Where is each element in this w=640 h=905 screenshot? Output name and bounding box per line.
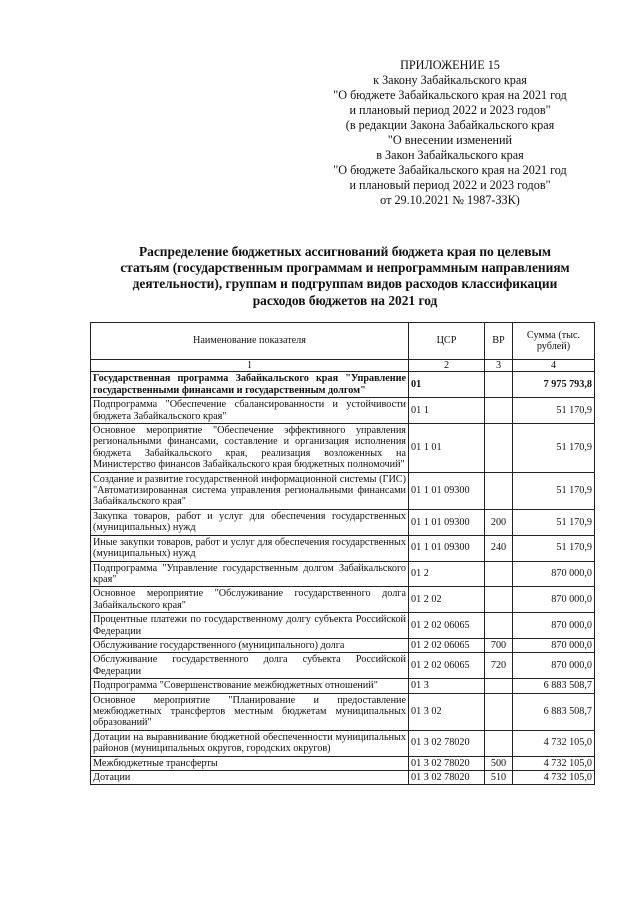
row-csr: 01 1 01 09300 (409, 535, 485, 561)
row-vr: 200 (485, 509, 513, 535)
table-row (91, 756, 595, 770)
row-csr: 01 3 02 (409, 693, 485, 730)
row-name: Государственная программа Забайкальского края "Управление государственными финансами и государственным долгом" (91, 372, 409, 398)
row-vr (485, 372, 513, 398)
row-sum: 51 170,9 (513, 424, 595, 473)
row-name: Обслуживание государственного долга субъекта Российской Федерации (91, 653, 409, 679)
row-csr: 01 1 (409, 398, 485, 424)
table-row (91, 398, 595, 424)
column-number-row (91, 360, 595, 372)
row-name: Основное мероприятие "Обслуживание государственного долга Забайкальского края" (91, 587, 409, 613)
row-vr: 720 (485, 653, 513, 679)
title-line: статьям (государственным программам и непрограммным направлениям (120, 260, 570, 276)
budget-table (90, 322, 595, 785)
row-name: Иные закупки товаров, работ и услуг для обеспечения государственных (муниципальных) нужд (91, 535, 409, 561)
header-line: "О внесении изменений (387, 133, 513, 147)
table-row (91, 372, 595, 398)
title-line: Распределение бюджетных ассигнований бюджета края по целевым (138, 244, 552, 259)
row-csr: 01 2 02 06065 (409, 653, 485, 679)
row-csr: 01 2 02 06065 (409, 638, 485, 652)
row-vr (485, 424, 513, 473)
row-sum: 870 000,0 (513, 613, 595, 639)
table-row (91, 587, 595, 613)
header-line: к Закону Забайкальского края (373, 73, 527, 87)
header-line: ПРИЛОЖЕНИЕ 15 (400, 58, 500, 72)
table-row (91, 535, 595, 561)
row-name: Процентные платежи по государственному долгу субъекта Российской Федерации (91, 613, 409, 639)
row-name: Межбюджетные трансферты (91, 756, 409, 770)
table-row (91, 638, 595, 652)
header-sum: Сумма (тыс. рублей) (513, 323, 595, 360)
row-name: Обслуживание государственного (муниципального) долга (91, 638, 409, 652)
row-csr: 01 3 02 78020 (409, 730, 485, 756)
table-row (91, 771, 595, 785)
row-csr: 01 1 01 (409, 424, 485, 473)
row-name: Подпрограмма "Совершенствование межбюджетных отношений" (91, 679, 409, 693)
header-name: Наименование показателя (91, 323, 409, 360)
row-csr: 01 2 02 (409, 587, 485, 613)
row-csr: 01 3 (409, 679, 485, 693)
row-vr (485, 587, 513, 613)
row-name: Подпрограмма "Управление государственным долгом Забайкальского края" (91, 561, 409, 587)
header-csr: ЦСР (409, 323, 485, 360)
header-line: "О бюджете Забайкальского края на 2021 год (333, 88, 567, 102)
row-name: Основное мероприятие "Планирование и предоставление межбюджетных трансфертов местным бюджетам муниципальных образований" (91, 693, 409, 730)
row-vr: 700 (485, 638, 513, 652)
column-number: 3 (485, 360, 513, 372)
row-vr (485, 398, 513, 424)
header-line: (в редакции Закона Забайкальского края (345, 118, 555, 132)
appendix-header (300, 58, 600, 208)
table-row (91, 693, 595, 730)
table-row (91, 472, 595, 509)
table-header-row (91, 323, 595, 360)
row-vr: 500 (485, 756, 513, 770)
row-name: Подпрограмма "Обеспечение сбалансированности и устойчивости бюджета Забайкальского края" (91, 398, 409, 424)
table-row (91, 613, 595, 639)
row-vr (485, 730, 513, 756)
row-csr: 01 3 02 78020 (409, 756, 485, 770)
row-sum: 870 000,0 (513, 561, 595, 587)
row-csr: 01 1 01 09300 (409, 472, 485, 509)
row-csr: 01 (409, 372, 485, 398)
row-sum: 6 883 508,7 (513, 693, 595, 730)
row-vr (485, 561, 513, 587)
row-csr: 01 2 02 06065 (409, 613, 485, 639)
table-row (91, 509, 595, 535)
row-sum: 6 883 508,7 (513, 679, 595, 693)
row-sum: 7 975 793,8 (513, 372, 595, 398)
table-row (91, 653, 595, 679)
row-name: Основное мероприятие "Обеспечение эффективного управления региональными финансами, составление и организация исполнения бюджета Забайкальского края, реализация возложенных на Министерство финансов Забайкальского края бюджетных полномочий" (91, 424, 409, 473)
row-sum: 4 732 105,0 (513, 756, 595, 770)
row-csr: 01 2 (409, 561, 485, 587)
row-sum: 51 170,9 (513, 398, 595, 424)
header-line: и плановый период 2022 и 2023 годов" (349, 103, 551, 117)
header-line: и плановый период 2022 и 2023 годов" (349, 178, 551, 192)
row-vr (485, 472, 513, 509)
column-number: 2 (409, 360, 485, 372)
title-line: расходов бюджетов на 2021 год (252, 292, 438, 308)
row-csr: 01 1 01 09300 (409, 509, 485, 535)
row-vr (485, 679, 513, 693)
row-sum: 51 170,9 (513, 509, 595, 535)
row-sum: 4 732 105,0 (513, 730, 595, 756)
title-line: деятельности), группам и подгруппам видов расходов классификации (132, 276, 558, 292)
table-row (91, 561, 595, 587)
header-line: от 29.10.2021 № 1987-ЗЗК) (380, 193, 520, 207)
header-line: в Закон Забайкальского края (376, 148, 524, 162)
row-name: Создание и развитие государственной информационной системы (ГИС) "Автоматизированная система управления региональными финансами Забайкальского края" (91, 472, 409, 509)
row-sum: 51 170,9 (513, 535, 595, 561)
row-name: Закупка товаров, работ и услуг для обеспечения государственных (муниципальных) нужд (91, 509, 409, 535)
header-vr: ВР (485, 323, 513, 360)
row-vr: 510 (485, 771, 513, 785)
header-line: "О бюджете Забайкальского края на 2021 год (333, 163, 567, 177)
row-sum: 51 170,9 (513, 472, 595, 509)
table-row (91, 679, 595, 693)
column-number: 4 (513, 360, 595, 372)
document-title (96, 244, 594, 309)
row-sum: 870 000,0 (513, 587, 595, 613)
row-sum: 870 000,0 (513, 653, 595, 679)
row-sum: 870 000,0 (513, 638, 595, 652)
row-sum: 4 732 105,0 (513, 771, 595, 785)
row-vr (485, 693, 513, 730)
table-row (91, 424, 595, 473)
row-name: Дотации (91, 771, 409, 785)
table-row (91, 730, 595, 756)
column-number: 1 (91, 360, 409, 372)
row-csr: 01 3 02 78020 (409, 771, 485, 785)
row-vr: 240 (485, 535, 513, 561)
row-vr (485, 613, 513, 639)
row-name: Дотации на выравнивание бюджетной обеспеченности муниципальных районов (муниципальных округов, городских округов) (91, 730, 409, 756)
